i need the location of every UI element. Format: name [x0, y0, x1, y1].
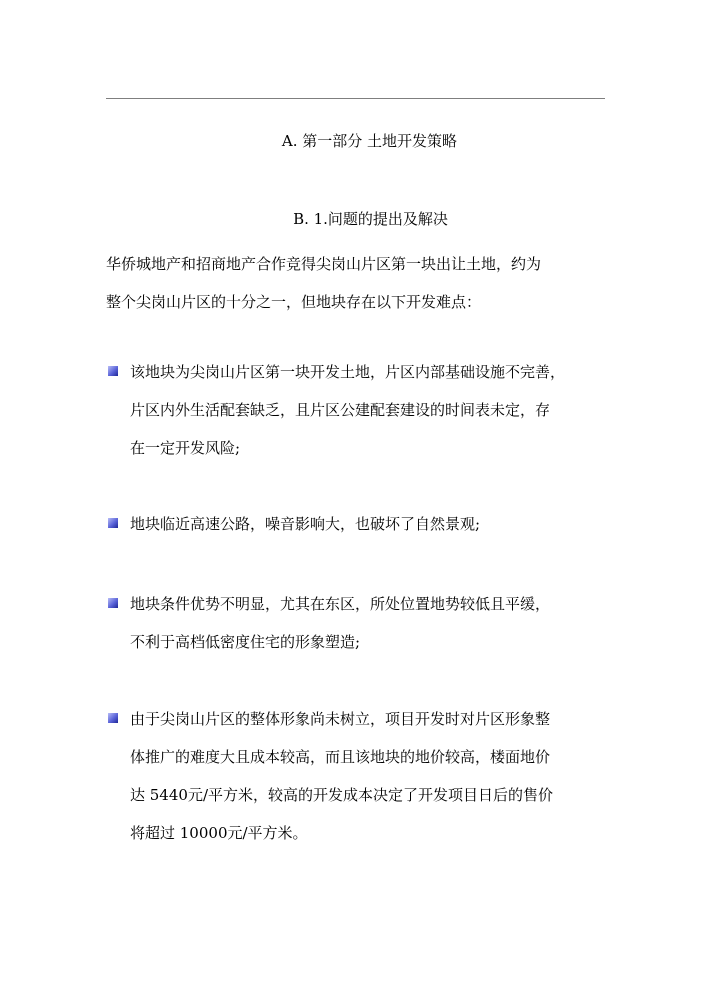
intro-paragraph [106, 245, 606, 321]
bullet-text [130, 700, 610, 852]
square-bullet-icon [108, 598, 118, 608]
bullet-line: 将超过 10000元/平方米。 [130, 824, 308, 842]
square-bullet-icon [108, 518, 118, 528]
square-bullet-icon [108, 366, 118, 376]
bullet-text [130, 353, 610, 467]
section-a-heading: A. 第一部分 土地开发策略 [281, 132, 458, 150]
bullet-line: 片区内外生活配套缺乏，且片区公建配套建设的时间表未定，存 [130, 401, 551, 419]
section-b-heading: B. 1.问题的提出及解决 [293, 210, 448, 228]
bullet-line: 不利于高档低密度住宅的形象塑造; [130, 633, 361, 651]
bullet-text [130, 585, 610, 661]
bullet-line: 在一定开发风险; [130, 439, 241, 457]
bullet-line: 地块临近高速公路，噪音影响大，也破坏了自然景观; [130, 515, 481, 533]
intro-line: 整个尖岗山片区的十分之一，但地块存在以下开发难点： [106, 293, 482, 311]
bullet-line: 地块条件优势不明显，尤其在东区，所处位置地势较低且平缓， [130, 595, 551, 613]
bullet-line: 该地块为尖岗山片区第一块开发土地，片区内部基础设施不完善， [130, 363, 566, 381]
bullet-line: 体推广的难度大且成本较高，而且该地块的地价较高，楼面地价 [130, 748, 551, 766]
header-rule [106, 98, 605, 99]
bullet-text [130, 505, 610, 543]
square-bullet-icon [108, 713, 118, 723]
bullet-line: 由于尖岗山片区的整体形象尚未树立，项目开发时对片区形象整 [130, 710, 551, 728]
intro-line: 华侨城地产和招商地产合作竞得尖岗山片区第一块出让土地，约为 [106, 255, 542, 273]
bullet-line: 达 5440元/平方米，较高的开发成本决定了开发项目日后的售价 [130, 786, 553, 804]
